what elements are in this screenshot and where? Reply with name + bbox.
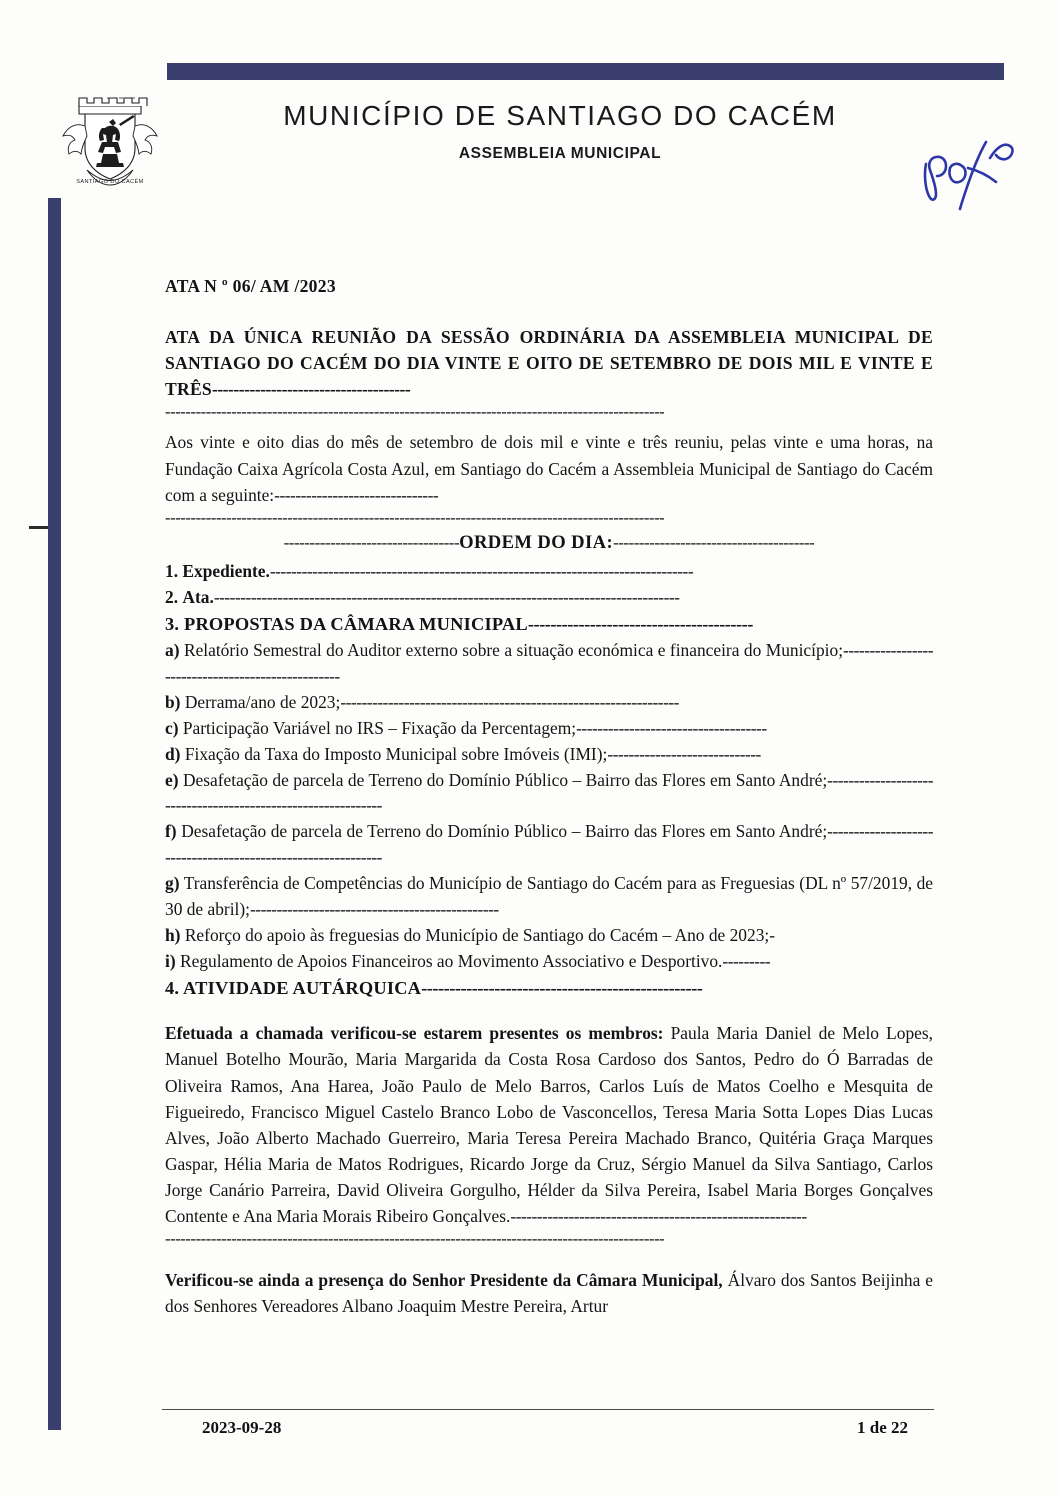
agenda-item xyxy=(165,975,933,1002)
presence-paragraph xyxy=(165,1267,933,1319)
agenda-list xyxy=(165,559,933,1003)
agenda-item-marker: 2. xyxy=(165,586,179,607)
agenda-item-dashes: ----------------------------- xyxy=(607,743,761,764)
agenda-item-marker: 3. xyxy=(165,613,180,634)
ordem-do-dia-header xyxy=(165,530,933,557)
organization-name: MUNICÍPIO DE SANTIAGO DO CACÉM xyxy=(283,100,837,131)
agenda-item-dashes: ------------------------------------------------------------- xyxy=(165,821,933,868)
header-accent-bar xyxy=(167,63,1004,80)
document-title-dashes: ------------------------------------- xyxy=(211,378,411,399)
attendance-lead: Efetuada a chamada verificou-se estarem presentes os membros: xyxy=(165,1023,664,1044)
agenda-item-dashes: -------------------------------------------------- xyxy=(421,977,703,998)
document-title-text: ATA DA ÚNICA REUNIÃO DA SESSÃO ORDINÁRIA DA ASSEMBLEIA MUNICIPAL DE SANTIAGO DO CACÉM DO DIA VINTE E OITO DE SETEMBRO DE DOIS MIL E VINTE E TRÊS xyxy=(165,327,933,399)
separator-line-1: -------------------------------------------------------------------------------------------------- xyxy=(165,402,665,422)
separator-line-3: -------------------------------------------------------------------------------------------------- xyxy=(165,1229,665,1249)
agenda-item xyxy=(165,871,933,923)
agenda-item-marker: a) xyxy=(165,639,180,660)
agenda-item-dashes: ---------------------------------------- xyxy=(527,613,753,634)
opening-paragraph-text: Aos vinte e oito dias do mês de setembro de dois mil e vinte e três reuniu, pelas vinte e uma horas, na Fundação Caixa Agrícola Costa Azul, em Santiago do Cacém a Assembleia Municipal de Santiago do Cacém com a seguinte: xyxy=(165,432,933,505)
attendance-members-text: Paula Maria Daniel de Melo Lopes, Manuel Botelho Mourão, Maria Margarida da Costa Rosa Cardoso dos Santos, Pedro do Ó Barradas de Oliveira Ramos, Ana Harea, João Paulo de Melo Barros, Carlos Luís de Matos Coelho e Mesquita de Figueiredo, Francisco Miguel Castelo Branco Lobo de Vasconcellos, Teresa Maria Sotta Lopes Dias Lucas Alves, João Alberto Machado Guerreiro, Maria Teresa Pereira Machado Branco, Quitéria Graça Marques Gaspar, Hélia Maria de Matos Rodrigues, Ricardo Jorge da Cruz, Sérgio Manuel da Silva Santiago, Carlos Jorge Canário Parreira, David Oliveira Gorgulho, Hélder da Silva Pereira, Isabel Maria Borges Gonçalves Contente e Ana Maria Morais Ribeiro Gonçalves. xyxy=(165,1023,933,1227)
agenda-item-label: Desafetação de parcela de Terreno do Domínio Público – Bairro das Flores em Santo André; xyxy=(182,769,828,790)
agenda-item-label: Relatório Semestral do Auditor externo sobre a situação económica e financeira do Município; xyxy=(183,639,844,660)
agenda-item xyxy=(165,716,933,742)
attendance-dashes: -------------------------------------------------------- xyxy=(510,1206,807,1227)
agenda-item-label: Fixação da Taxa do Imposto Municipal sobre Imóveis (IMI); xyxy=(184,743,608,764)
opening-paragraph xyxy=(165,429,933,507)
agenda-item-marker: g) xyxy=(165,873,180,894)
agenda-item xyxy=(165,559,933,585)
agenda-item-dashes: ---------------------------------------------------------------- xyxy=(340,691,679,712)
agenda-item xyxy=(165,585,933,611)
agenda-item xyxy=(165,742,933,768)
ordem-do-dia-left-dashes: ---------------------------------- xyxy=(283,532,460,552)
agenda-item-dashes: ------------------------------------ xyxy=(576,717,767,738)
agenda-item-dashes: ----------------------------------------------- xyxy=(250,899,499,920)
handwritten-signature-mark xyxy=(916,112,1036,212)
agenda-item xyxy=(165,923,933,949)
letterhead-titles xyxy=(200,100,920,163)
agenda-item xyxy=(165,690,933,716)
agenda-item-label: PROPOSTAS DA CÂMARA MUNICIPAL xyxy=(184,613,528,634)
agenda-item-dashes: -------------------------------------------------------------------------------- xyxy=(269,560,694,581)
municipal-coat-of-arms-icon xyxy=(57,84,163,196)
footer-separator xyxy=(162,1409,934,1410)
agenda-item-marker: c) xyxy=(165,717,179,738)
ordem-do-dia-right-dashes: --------------------------------------- xyxy=(613,532,815,552)
agenda-item xyxy=(165,949,933,975)
agenda-item-label: Reforço do apoio às freguesias do Município de Santiago do Cacém – Ano de 2023; xyxy=(184,925,770,946)
agenda-item-dashes: ------------------------------------------------------------- xyxy=(165,769,933,816)
page-footer xyxy=(162,1418,934,1438)
footer-date: 2023-09-28 xyxy=(202,1418,282,1437)
agenda-item-marker: i) xyxy=(165,951,176,972)
agenda-item-marker: h) xyxy=(165,925,181,946)
agenda-item-label: Ata. xyxy=(182,586,214,607)
agenda-item-dashes: --------- xyxy=(722,951,771,972)
agenda-item xyxy=(165,768,933,820)
footer-page-number: 1 de 22 xyxy=(857,1418,908,1437)
agenda-item-label: Derrama/ano de 2023; xyxy=(184,691,341,712)
agenda-item xyxy=(165,638,933,690)
agenda-item xyxy=(165,819,933,871)
agenda-item-dashes: - xyxy=(769,925,775,946)
agenda-item-label: ATIVIDADE AUTÁRQUICA xyxy=(183,977,422,998)
agenda-item-marker: 1. xyxy=(165,560,179,581)
agenda-item xyxy=(165,611,933,638)
agenda-item-dashes: -------------------------------------------------- xyxy=(165,639,933,686)
presence-lead: Verificou-se ainda a presença do Senhor Presidente da Câmara Municipal, xyxy=(165,1270,723,1291)
opening-paragraph-dashes: ------------------------------- xyxy=(274,484,439,505)
attendance-paragraph xyxy=(165,1020,933,1229)
agenda-item-label: Transferência de Competências do Município de Santiago do Cacém para as Freguesias (DL nº 57/2019, de 30 de abril); xyxy=(165,873,933,920)
ata-reference: ATA N º 06/ AM /2023 xyxy=(165,276,336,296)
agenda-item-marker: b) xyxy=(165,691,181,712)
agenda-item-label: Regulamento de Apoios Financeiros ao Movimento Associativo e Desportivo. xyxy=(179,951,723,972)
department-name: ASSEMBLEIA MUNICIPAL xyxy=(458,145,662,162)
document-title xyxy=(165,325,933,402)
ordem-do-dia-label: ORDEM DO DIA: xyxy=(459,531,614,553)
agenda-item-marker: 4. xyxy=(165,977,180,998)
presence-text: Álvaro dos Santos Beijinha e dos Senhores Vereadores Albano Joaquim Mestre Pereira, Artur xyxy=(165,1270,934,1317)
agenda-item-label: Expediente. xyxy=(182,560,270,581)
separator-line-2: -------------------------------------------------------------------------------------------------- xyxy=(165,507,665,527)
left-margin-accent-bar xyxy=(48,198,61,1430)
agenda-item-label: Desafetação de parcela de Terreno do Domínio Público – Bairro das Flores em Santo André; xyxy=(181,821,828,842)
agenda-item-marker: d) xyxy=(165,743,181,764)
agenda-item-marker: e) xyxy=(165,769,179,790)
document-body xyxy=(165,274,933,1320)
left-margin-tick-mark xyxy=(29,526,48,529)
agenda-item-label: Participação Variável no IRS – Fixação da Percentagem; xyxy=(182,717,577,738)
agenda-item-dashes: ---------------------------------------------------------------------------------------- xyxy=(213,586,680,607)
agenda-item-marker: f) xyxy=(165,821,177,842)
crest-banner-text: SANTIAGO DO CACÉM xyxy=(76,179,144,185)
